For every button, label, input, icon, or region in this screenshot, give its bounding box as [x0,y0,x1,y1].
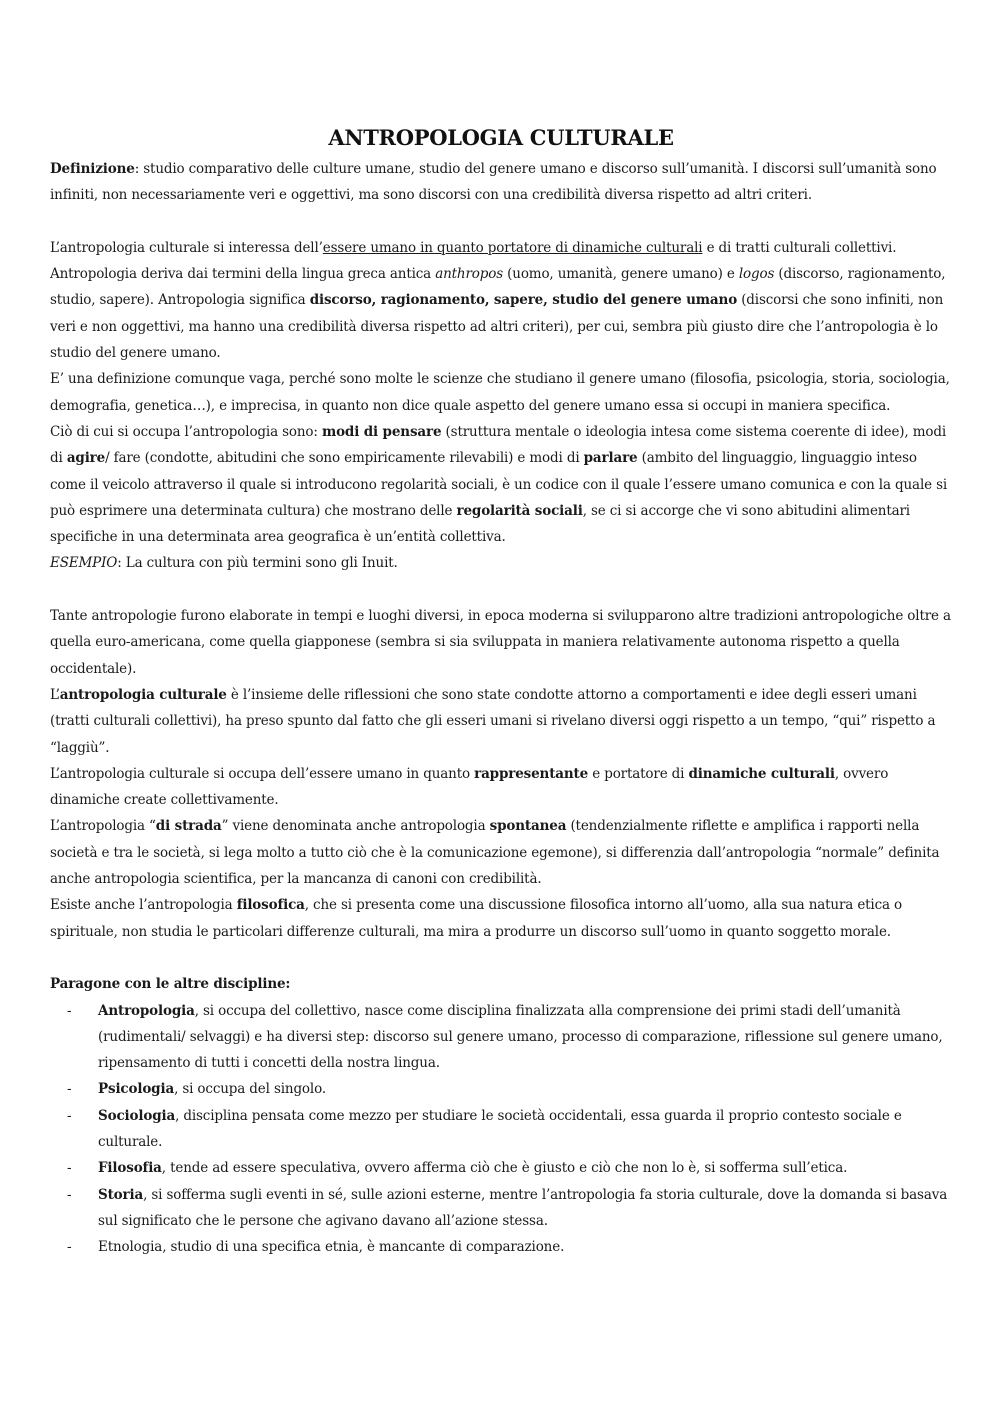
paragraph-traditions: Tante antropologie furono elaborate in tempi e luoghi diversi, in epoca moderna si svilupparono altre tradizioni antropologiche oltre a quella euro-americana, come quella giapponese (sembra si sia sviluppata in maniera relativamente autonoma rispetto a quella occidentale). [50,608,951,677]
list-item: - Antropologia, si occupa del collettivo, nasce come disciplina finalizzata alla comprensione dei primi stadi dell’umanità (rudimentali/ selvaggi) e ha diversi step: discorso sul genere umano, processo di comparazione, riflessione sul genere umano, ripensamento di tutti i concetti della nostra lingua. [50,998,952,1077]
bold-term: regolarità sociali [456,502,583,519]
blank-line [50,945,952,971]
dash-bullet: - [67,1107,72,1124]
bold-term: discorso, ragionamento, sapere, studio del genere umano [309,292,738,309]
underlined-phrase: essere umano in quanto portatore di dinamiche culturali [322,239,703,256]
italic-term: ESEMPIO [50,555,118,572]
blank-line [50,577,952,603]
dash-bullet: - [67,1239,72,1256]
paragraph-example: ESEMPIO: La cultura con più termini sono gli Inuit. [50,555,398,572]
list-item: - Etnologia, studio di una specifica etnia, è mancante di comparazione. [50,1234,952,1260]
disciplines-list [50,998,952,1261]
paragraph-vague: E’ una definizione comunque vaga, perché sono molte le scienze che studiano il genere umano (filosofia, psicologia, storia, sociologia, demografia, genetica…), e imprecisa, in quanto non dice quale aspetto del genere umano essa si occupi in maniera specifica. [50,371,950,414]
italic-term: anthropos [435,266,504,283]
paragraph-subjects: Ciò di cui si occupa l’antropologia sono: modi di pensare (struttura mentale o ideologia intesa come sistema coerente di idee), modi di agire/ fare (condotte, abitudini che sono empiricamente rilevabili) e modi di parlare (ambito del linguaggio, linguaggio inteso come il veicolo attraverso il quale si introducono regolarità sociali, è un codice con il quale l’essere umano comunica e con la quale si può esprimere una determinata cultura) che mostrano delle regolarità sociali, se ci si accorge che vi sono abitudini alimentari specifiche in una determinata area geografica è un’entità collettiva. [50,423,948,546]
list-item: - Filosofia, tende ad essere speculativa, ovvero afferma ciò che è giusto e ciò che non lo è, si sofferma sull’etica. [50,1155,952,1181]
dash-bullet: - [67,1081,72,1098]
paragraph-etymology: Antropologia deriva dai termini della lingua greca antica anthropos (uomo, umanità, genere umano) e logos (discorso, ragionamento, studio, sapere). Antropologia significa discorso, ragionamento, sapere, studio del genere umano (discorsi che sono infiniti, non veri e non oggettivi, ma hanno una credibilità diversa rispetto ad altri criteri), per cui, sembra più giusto dire che l’antropologia è lo studio del genere umano. [50,266,946,362]
bold-term: parlare [583,450,638,467]
bold-term: dinamiche culturali [688,765,835,782]
paragraph-street-anthropology: L’antropologia “di strada” viene denominata anche antropologia spontanea (tendenzialmente riflette e amplifica i rapporti nella società e tra le società, si lega molto a tutto ciò che è la comunicazione egemone), si differenzia dall’antropologia “normale” definita anche antropologia scientifica, per la mancanza di canoni con credibilità. [50,818,940,888]
bold-term: antropologia culturale [59,686,227,703]
bold-term: spontanea [489,818,567,835]
dash-bullet: - [67,1186,72,1203]
dash-bullet: - [67,1160,72,1177]
page-title: ANTROPOLOGIA CULTURALE [328,125,674,150]
list-item: - Storia, si sofferma sugli eventi in sé, sulle azioni esterne, mentre l’antropologia fa storia culturale, dove la domanda si basava sul significato che le persone che agivano davano all’azione stessa. [50,1182,952,1235]
list-item: - Sociologia, disciplina pensata come mezzo per studiare le società occidentali, essa guarda il proprio contesto sociale e culturale. [50,1103,952,1156]
list-item: - Psicologia, si occupa del singolo. [50,1076,952,1102]
bold-term: rappresentante [474,765,589,782]
paragraph-interest: L’antropologia culturale si interessa dell’essere umano in quanto portatore di dinamiche culturali e di tratti culturali collettivi. [50,239,897,256]
paragraph-philosophical: Esiste anche l’antropologia filosofica, che si presenta come una discussione filosofica intorno all’uomo, alla sua natura etica o spirituale, non studia le particolari differenze culturali, ma mira a produrre un discorso sull’uomo in quanto soggetto morale. [50,897,903,940]
paragraph-representative: L’antropologia culturale si occupa dell’essere umano in quanto rappresentante e portatore di dinamiche culturali, ovvero dinamiche create collettivamente. [50,765,889,809]
paragraph-cultural-anthropology: L’antropologia culturale è l’insieme delle riflessioni che sono state condotte attorno a comportamenti e idee degli esseri umani (tratti culturali collettivi), ha preso spunto dal fatto che gli esseri umani si rivelano diversi oggi rispetto a un tempo, “qui” rispetto a “laggiù”. [50,686,936,756]
section-heading: Paragone con le altre discipline: [50,976,291,993]
dash-bullet: - [67,1002,72,1019]
paragraph-definition: Definizione: studio comparativo delle culture umane, studio del genere umano e discorso sull’umanità. I discorsi sull’umanità sono infiniti, non necessariamente veri e oggettivi, ma sono discorsi con una credibilità diversa rispetto ad altri criteri. [50,161,937,204]
bold-term: agire [66,450,106,467]
bold-term: modi di pensare [321,423,442,440]
bold-term: di strada [155,818,222,835]
blank-line [50,209,952,235]
italic-term: logos [738,266,775,283]
bold-term: filosofica [236,897,305,914]
bold-term: Definizione [50,161,135,177]
